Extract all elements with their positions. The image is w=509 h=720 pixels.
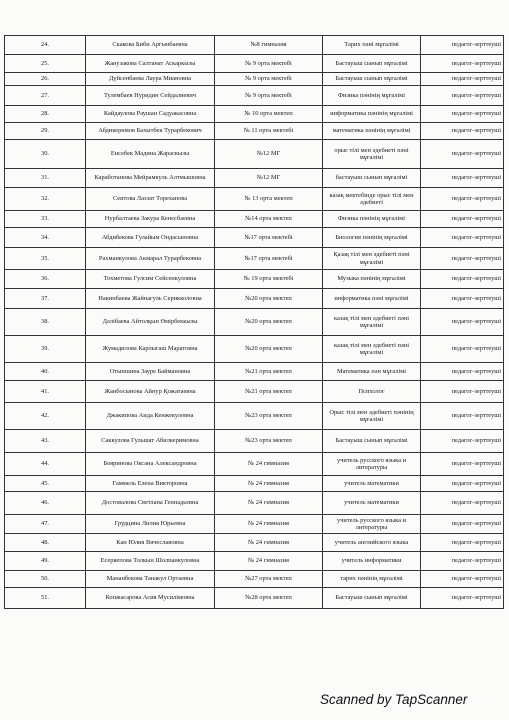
school-name: №8 гимназия	[215, 36, 323, 55]
row-number: 38.	[5, 309, 86, 336]
row-number: 49.	[5, 552, 86, 571]
school-name: № 10 орта мектеп	[215, 106, 323, 123]
table-row	[5, 36, 504, 55]
role-title: педагог-зерттеуші	[421, 571, 504, 588]
teacher-name: Достовалова Светлана Геннадьевна	[86, 492, 215, 515]
school-name: №28 орта мектеп	[215, 588, 323, 609]
table-row	[5, 363, 504, 381]
subject-position: Бастауыш сынып мұғалімі	[323, 588, 421, 609]
school-name: №23 орта мектеп	[215, 430, 323, 453]
subject-position: тарих пәнінің мұғалімі	[323, 571, 421, 588]
subject-position: казақ мектебінде орыс тілі мен әдебиеті	[323, 188, 421, 211]
teacher-name: Рахманкулова Акмарал Турарбековна	[86, 248, 215, 270]
role-title: педагог-зерттеуші	[421, 270, 504, 289]
table-row	[5, 476, 504, 492]
table-row	[5, 188, 504, 211]
teacher-name: Копжасарова Асия Мусилімовна	[86, 588, 215, 609]
subject-position: Психолог	[323, 381, 421, 403]
table-row	[5, 140, 504, 169]
table-row	[5, 336, 504, 363]
school-name: № 24 гимназия	[215, 492, 323, 515]
row-number: 29.	[5, 123, 86, 140]
school-name: №21 орта мектеп	[215, 363, 323, 381]
subject-position: Физика пәнінің мұғалімі	[323, 86, 421, 106]
row-number: 43.	[5, 430, 86, 453]
row-number: 28.	[5, 106, 86, 123]
table-row	[5, 381, 504, 403]
table-row	[5, 453, 504, 476]
role-title: педагог-зерттеуші	[421, 309, 504, 336]
teacher-name: Жумадилова Карлыгаш Маратовна	[86, 336, 215, 363]
row-number: 27.	[5, 86, 86, 106]
role-title: педагог-зерттеуші	[421, 363, 504, 381]
table-row	[5, 403, 504, 430]
subject-position: учитель математики	[323, 476, 421, 492]
role-title: педагог-зерттеуші	[421, 552, 504, 571]
row-number: 32.	[5, 188, 86, 211]
row-number: 33.	[5, 211, 86, 228]
school-name: №14 орта мектеп	[215, 211, 323, 228]
school-name: № 24 гимназия	[215, 534, 323, 552]
school-name: № 13 орта мектеп	[215, 188, 323, 211]
school-name: № 11 орта мектебі	[215, 123, 323, 140]
row-number: 47.	[5, 515, 86, 534]
school-name: №12 МГ	[215, 140, 323, 169]
subject-position: Бастауыш сынып мұғалімі	[323, 73, 421, 86]
role-title: педагог-зерттеуші	[421, 453, 504, 476]
school-name: №20 орта мектеп	[215, 289, 323, 309]
subject-position: казақ тілі мен әдебиеті пәні мұғалімі	[323, 309, 421, 336]
teacher-name: Жанузакова Салтанат Аскаркызы	[86, 55, 215, 73]
teacher-name: Абдикеримов Бахытбек Турарбекович	[86, 123, 215, 140]
school-name: №17 орта мектебі	[215, 228, 323, 248]
table-row	[5, 106, 504, 123]
teacher-name: Накипбаева Жайнагуль Серикколовна	[86, 289, 215, 309]
row-number: 25.	[5, 55, 86, 73]
teacher-name: Джакипова Аида Кенжекуловна	[86, 403, 215, 430]
table-row	[5, 289, 504, 309]
subject-position: бастауыш сынып мұғалімі	[323, 169, 421, 188]
row-number: 26.	[5, 73, 86, 86]
subject-position: Музыка пәнінің мұғалімі	[323, 270, 421, 289]
role-title: педагог-зерттеуші	[421, 140, 504, 169]
role-title: педагог-зерттеуші	[421, 248, 504, 270]
table-row	[5, 309, 504, 336]
table-row	[5, 86, 504, 106]
subject-position: учитель русского языка и литературы	[323, 515, 421, 534]
teacher-roster-table	[4, 35, 504, 609]
row-number: 39.	[5, 336, 86, 363]
subject-position: Биология пәнінің мұғалімі	[323, 228, 421, 248]
teacher-name: Скакова Биби Аргынбаевна	[86, 36, 215, 55]
table-row	[5, 492, 504, 515]
teacher-name: Енсебек Мадина Жараскызы	[86, 140, 215, 169]
role-title: педагог-зерттеуші	[421, 534, 504, 552]
table-row	[5, 123, 504, 140]
role-title: педагог-зерттеуші	[421, 86, 504, 106]
role-title: педагог-зерттеуші	[421, 403, 504, 430]
teacher-name: Бояринова Оксана Александровна	[86, 453, 215, 476]
role-title: педагог-зерттеуші	[421, 123, 504, 140]
role-title: педагог-зерттеуші	[421, 188, 504, 211]
teacher-name: Дүйсенбаева Лаура Миановна	[86, 73, 215, 86]
subject-position: Бастауыш сынып мұғалімі	[323, 430, 421, 453]
table-row	[5, 588, 504, 609]
teacher-name: Гаммель Елена Викторовна	[86, 476, 215, 492]
subject-position: учитель русского языка и литературы	[323, 453, 421, 476]
school-name: № 9 орта мектебі	[215, 86, 323, 106]
subject-position: казақ тілі мен әдебиеті пәні мұғалімі	[323, 336, 421, 363]
school-name: № 19 орта мектебі	[215, 270, 323, 289]
row-number: 40.	[5, 363, 86, 381]
row-number: 30.	[5, 140, 86, 169]
table-row	[5, 552, 504, 571]
teacher-name: Сеитова Лаззат Тореханова	[86, 188, 215, 211]
school-name: № 24 гимназия	[215, 552, 323, 571]
teacher-name: Нурбалтаева Закура Кенесбаевна	[86, 211, 215, 228]
row-number: 50.	[5, 571, 86, 588]
teacher-name: Жанбосынова Айнур Қожатаевна	[86, 381, 215, 403]
role-title: педагог-зерттеуші	[421, 492, 504, 515]
teacher-name: Кайдаулова Раушан Садуакасовна	[86, 106, 215, 123]
scanner-watermark: Scanned by TapScanner	[320, 692, 468, 707]
role-title: педагог-зерттеуші	[421, 55, 504, 73]
subject-position: информатика пәні мұғалімі	[323, 289, 421, 309]
teacher-name: Абдибекова Гулайым Ондасыновна	[86, 228, 215, 248]
table-row	[5, 515, 504, 534]
subject-position: орыс тілі мен әдебиеті пәні мұғалімі	[323, 140, 421, 169]
role-title: педагог-зерттеуші	[421, 169, 504, 188]
table-row	[5, 228, 504, 248]
table-row	[5, 430, 504, 453]
subject-position: учитель информатики	[323, 552, 421, 571]
role-title: педагог-зерттеуші	[421, 228, 504, 248]
teacher-name: Есеркепова Толкын Шолпанкуловна	[86, 552, 215, 571]
role-title: педагог-зерттеуші	[421, 476, 504, 492]
teacher-name: Дәлібаева Айтолқын Өмірбеккызы	[86, 309, 215, 336]
school-name: № 24 гимназия	[215, 453, 323, 476]
role-title: педагог-зерттеуші	[421, 289, 504, 309]
table-row	[5, 55, 504, 73]
row-number: 51.	[5, 588, 86, 609]
teacher-name: Саккулова Гульшат Абилкеримовна	[86, 430, 215, 453]
table-row	[5, 534, 504, 552]
row-number: 36.	[5, 270, 86, 289]
school-name: № 9 орта мектебі	[215, 55, 323, 73]
row-number: 24.	[5, 36, 86, 55]
teacher-name: Каработанова Мейрамкуль Алтмышовна	[86, 169, 215, 188]
roster-body	[5, 36, 504, 609]
subject-position: Физика пәнінің мұғалімі	[323, 211, 421, 228]
school-name: № 24 гимназия	[215, 515, 323, 534]
role-title: педагог-зерттеуші	[421, 73, 504, 86]
school-name: №20 орта мектеп	[215, 336, 323, 363]
school-name: №20 орта мектеп	[215, 309, 323, 336]
row-number: 42.	[5, 403, 86, 430]
teacher-name: Тулембаев Нуридин Сейдалиевич	[86, 86, 215, 106]
school-name: №21 орта мектеп	[215, 381, 323, 403]
subject-position: информатика пәнінің мұғалімі	[323, 106, 421, 123]
role-title: педагог-зерттеуші	[421, 381, 504, 403]
row-number: 35.	[5, 248, 86, 270]
teacher-name: Тохметова Гулсим Сейсенкуловна	[86, 270, 215, 289]
role-title: педагог-зерттеуші	[421, 106, 504, 123]
row-number: 37.	[5, 289, 86, 309]
table-row	[5, 248, 504, 270]
row-number: 34.	[5, 228, 86, 248]
row-number: 45.	[5, 476, 86, 492]
role-title: педагог-зерттеуші	[421, 36, 504, 55]
role-title: педагог-зерттеуші	[421, 430, 504, 453]
role-title: педагог-зерттеуші	[421, 515, 504, 534]
role-title: педагог-зерттеуші	[421, 336, 504, 363]
role-title: педагог-зерттеуші	[421, 588, 504, 609]
table-row	[5, 73, 504, 86]
subject-position: Қазақ тілі мен әдебиеті пәні мұғалімі	[323, 248, 421, 270]
table-row	[5, 571, 504, 588]
school-name: №27 орта мектеп	[215, 571, 323, 588]
school-name: № 24 гимназия	[215, 476, 323, 492]
teacher-name: Отыншина Зауре Баймановна	[86, 363, 215, 381]
table-row	[5, 270, 504, 289]
school-name: №23 орта мектеп	[215, 403, 323, 430]
row-number: 31.	[5, 169, 86, 188]
teacher-name: Грудцина Лилия Юрьевна	[86, 515, 215, 534]
school-name: №17 орта мектебі	[215, 248, 323, 270]
subject-position: математика пәнінің мұғалімі	[323, 123, 421, 140]
table-row	[5, 169, 504, 188]
teacher-name: Мананбекова Танакул Ортаевна	[86, 571, 215, 588]
row-number: 41.	[5, 381, 86, 403]
row-number: 44.	[5, 453, 86, 476]
school-name: №12 МГ	[215, 169, 323, 188]
role-title: педагог-зерттеуші	[421, 211, 504, 228]
row-number: 48.	[5, 534, 86, 552]
teacher-name: Кан Юлия Вячеславовна	[86, 534, 215, 552]
subject-position: учитель английского языка	[323, 534, 421, 552]
school-name: № 9 орта мектебі	[215, 73, 323, 86]
subject-position: учитель математики	[323, 492, 421, 515]
subject-position: Тарих пәні мұғалімі	[323, 36, 421, 55]
table-row	[5, 211, 504, 228]
subject-position: Орыс тілі мен әдебиеті пәнінің мұғалімі	[323, 403, 421, 430]
subject-position: Математика пән мұғалімі	[323, 363, 421, 381]
row-number: 46.	[5, 492, 86, 515]
subject-position: Бастауыш сынып мұғалімі	[323, 55, 421, 73]
